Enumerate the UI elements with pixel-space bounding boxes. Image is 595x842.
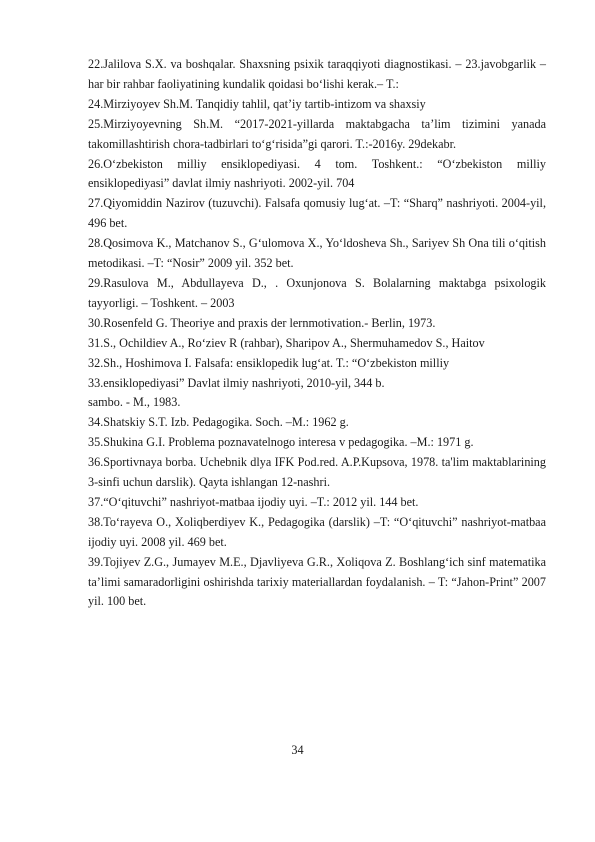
reference-item: 34.Shatskiy S.T. Izb. Pedagogika. Soch. –M.: 1962 g. [88,415,349,430]
reference-item: 39.Tojiyev Z.G., Jumayev M.E., Djavliyeva G.R., Xoliqova Z. Boshlang‘ich sinf matematika ta’limi samaradorligini oshirishda tarixiy materiallardan foydalanish. – T: “Jahon-Print” 2007 yil. 100 bet. [88,554,546,609]
reference-item: sambo. - M., 1983. [88,395,181,410]
reference-item: 25.Mirziyoyevning Sh.M. “2017-2021-yillarda maktabgacha ta’lim tizimini yanada takomillashtirish chora-tadbirlari to‘g‘risida”gi qarori. T.:-2016y. 29dekabr. [88,116,546,151]
reference-item: 26.O‘zbekiston milliy ensiklopediyasi. 4 tom. Toshkent.: “O‘zbekiston milliy ensiklopediyasi” davlat ilmiy nashriyoti. 2002-yil. 704 [88,156,546,191]
reference-item: 24.Mirziyoyev Sh.M. Tanqidiy tahlil, qat’iy tartib-intizom va shaxsiy [88,96,426,111]
reference-item: 27.Qiyomiddin Nazirov (tuzuvchi). Falsafa qomusiy lug‘at. –T: “Sharq” nashriyoti. 2004-yil, 496 bet. [88,196,546,231]
reference-item: 31.S., Ochildiev A., Ro‘ziev R (rahbar), Sharipov A., Shermuhamedov S., Haitov [88,335,485,350]
reference-item: 30.Rosenfeld G. Theoriye and praxis der lernmotivation.- Berlin, 1973. [88,315,436,330]
reference-list [88,55,546,612]
reference-item: 35.Shukina G.I. Problema poznavatelnogo interesa v pedagogika. –M.: 1971 g. [88,435,474,450]
reference-item: 36.Sportivnaya borba. Uchebnik dlya IFK Pod.red. A.P.Kupsova, 1978. ta'lim maktablarining 3-sinfi uchun darslik). Qayta ishlangan 12-nashri. [88,455,546,490]
reference-item: 32.Sh., Hoshimova I. Falsafa: ensiklopedik lug‘at. T.: “O‘zbekiston milliy [88,355,450,370]
reference-item: 38.To‘rayeva O., Xoliqberdiyev K., Pedagogika (darslik) –T: “O‘qituvchi” nashriyot-matbaa ijodiy uyi. 2008 yil. 469 bet. [88,514,546,549]
reference-item: 37.“O‘qituvchi” nashriyot-matbaa ijodiy uyi. –T.: 2012 yil. 144 bet. [88,494,419,509]
reference-item: 22.Jalilova S.X. va boshqalar. Shaxsning psixik taraqqiyoti diagnostikasi. – 23.javobgarlik – har bir rahbar faoliyatining kundalik qoidasi bo‘lishi kerak.– T.: [88,57,546,91]
page-number: 34 [291,743,304,757]
reference-item: 28.Qosimova K., Matchanov S., G‘ulomova X., Yo‘ldosheva Sh., Sariyev Sh Ona tili o‘qitish metodikasi. –T: “Nosir” 2009 yil. 352 bet. [88,236,546,271]
reference-item: 33.ensiklopediyasi” Davlat ilmiy nashriyoti, 2010-yil, 344 b. [88,375,385,390]
reference-item: 29.Rasulova M., Abdullayeva D., . Oxunjonova S. Bolalarning maktabga psixologik tayyorligi. – Toshkent. – 2003 [88,275,546,310]
